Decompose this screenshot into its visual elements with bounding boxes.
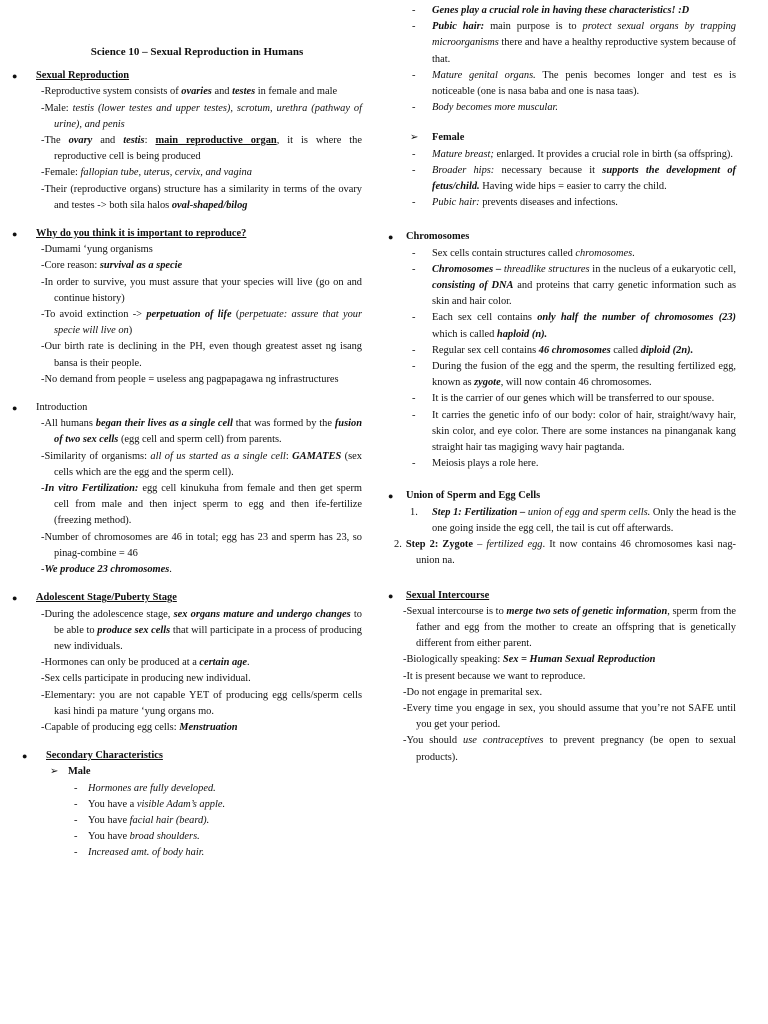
text-run: supports the development of fetus/child. xyxy=(432,164,737,193)
dash-item xyxy=(10,845,362,861)
dash-marker: - xyxy=(412,69,416,81)
text-run: that was formed by the xyxy=(232,418,335,430)
text-run: to be able to xyxy=(54,608,362,636)
section-adolescent xyxy=(10,590,362,736)
note-line xyxy=(10,607,362,656)
text-run: and xyxy=(211,86,233,98)
dash-item xyxy=(386,3,736,19)
dash-marker: - xyxy=(412,102,416,114)
text-run: egg cell kinukuha from female and then get sperm cell from male and then inject sperm to egg and then ife-fertilize (freezing method). xyxy=(54,483,362,527)
text-run: Meiosis plays a role here. xyxy=(432,458,539,470)
text-run: ) xyxy=(128,325,133,337)
text-run: , it is where the reproductive cell is being produced xyxy=(54,135,362,163)
note-line xyxy=(10,339,362,371)
section-female xyxy=(386,130,736,211)
section-heading: Sexual Reproduction xyxy=(36,70,130,82)
text-run: We produce 23 chromosomes xyxy=(44,564,170,576)
text-run: there and have a healthy reproductive system because of that. xyxy=(432,37,736,65)
dash-marker: - xyxy=(74,814,78,826)
text-run: merge two sets of genetic information xyxy=(506,605,668,617)
dash-marker: - xyxy=(74,847,78,859)
text-run: 2. xyxy=(394,539,406,551)
step-1-item xyxy=(386,505,736,537)
dash-item xyxy=(386,195,736,211)
step-2-item xyxy=(386,537,736,569)
text-run: -Number of chromosomes are 46 in total; egg has 23 and sperm has 23, so pinag-combine = 46 xyxy=(41,531,362,559)
text-run: -To avoid extinction -> xyxy=(41,309,147,321)
text-run: You have xyxy=(88,831,130,843)
dash-item xyxy=(386,147,736,163)
text-run: Step 1: Fertilization – xyxy=(432,506,526,518)
dash-item xyxy=(386,246,736,262)
text-run: Broader hips: xyxy=(432,164,495,176)
note-line xyxy=(10,688,362,720)
note-line xyxy=(10,258,362,274)
section-heading: Why do you think it is important to reproduce? xyxy=(36,228,247,240)
section-heading: Adolescent Stage/Puberty Stage xyxy=(36,592,177,604)
dash-marker: - xyxy=(412,393,416,405)
bullet-icon: ● xyxy=(12,229,18,240)
note-line xyxy=(386,701,736,733)
text-run: -Sexual intercourse is to xyxy=(403,605,507,617)
text-run: testis (lower testes and upper testes), scrotum, urethra (pathway of urine), and penis xyxy=(54,102,363,130)
text-run: ovary xyxy=(68,135,93,147)
note-line xyxy=(10,671,362,687)
text-run: -All humans xyxy=(41,418,96,430)
text-run: The penis becomes longer and test es is noticeable (one is nasa baba and one is nasa taas). xyxy=(432,69,736,98)
dash-marker: - xyxy=(74,831,78,843)
dash-marker: - xyxy=(412,197,416,209)
text-run: -Elementary: you are not capable YET of producing egg cells/sperm cells kasi hindi pa mature ‘yung organs mo. xyxy=(41,689,362,717)
text-run: union of egg and sperm cells. xyxy=(527,506,651,518)
male-label: Male xyxy=(68,766,91,778)
text-run: in female and male xyxy=(255,86,338,98)
dash-item xyxy=(386,343,736,359)
note-line xyxy=(10,242,362,258)
text-run: and proteins that carry genetic information such as skin and hair color. xyxy=(432,280,736,308)
text-run: prevents diseases and infections. xyxy=(479,197,618,209)
dash-marker: - xyxy=(412,5,416,16)
arrow-right-icon: ➢ xyxy=(50,766,59,778)
arrow-right-icon: ➢ xyxy=(410,132,419,144)
text-run: certain age xyxy=(199,657,248,669)
bullet-icon: ● xyxy=(12,403,18,414)
note-line xyxy=(10,655,362,671)
note-line xyxy=(386,604,736,653)
text-run: zygote xyxy=(474,377,501,389)
line-list xyxy=(10,607,362,737)
text-run: (sex cells which are the egg and the sperm cell). xyxy=(54,450,362,478)
dash-item xyxy=(386,408,736,457)
text-run: , sperm from the father and egg from the mother to create an offspring that is genetically different from either parent. xyxy=(416,605,736,650)
dash-marker: - xyxy=(412,361,416,373)
step-number: 1. xyxy=(410,506,418,518)
text-run: -Capable of producing egg cells: xyxy=(41,721,180,733)
text-run: -In order to survive, you must assure that your species will live (go on and continue history) xyxy=(41,276,362,304)
dash-item xyxy=(386,163,736,195)
text-run: and xyxy=(92,135,124,147)
text-run: Body becomes more muscular. xyxy=(432,102,559,114)
text-run: to prevent pregnancy (be open to sexual products). xyxy=(416,735,736,763)
bullet-icon: ● xyxy=(22,751,28,762)
dash-marker: - xyxy=(74,798,78,810)
text-run: -Our birth rate is declining in the PH, even though greatest asset ng isang bansa is their people. xyxy=(41,341,362,369)
section-heading: Sexual Intercourse xyxy=(406,589,490,601)
text-run: testis xyxy=(123,135,145,147)
text-run: During the fusion of the egg and the sperm, the resulting fertilized egg, known as xyxy=(432,361,736,389)
text-run: fallopian tube, uterus, cervix, and vagina xyxy=(80,167,252,179)
text-run: -You should xyxy=(403,735,464,747)
text-run: only half the number of chromosomes (23) xyxy=(537,312,737,324)
text-run: Sex cells contain structures called xyxy=(432,247,576,259)
dash-marker: - xyxy=(412,148,416,160)
note-line xyxy=(10,530,362,562)
note-line xyxy=(386,652,736,668)
note-line xyxy=(10,449,362,481)
section-sexual-reproduction xyxy=(10,68,362,214)
text-run: Mature breast; xyxy=(432,148,494,160)
text-run: -Dumami ‘yung organisms xyxy=(41,244,153,256)
note-line xyxy=(10,720,362,736)
note-line xyxy=(10,275,362,307)
note-line xyxy=(10,372,362,388)
text-run: visible Adam’s apple. xyxy=(136,798,226,810)
bullet-icon: ● xyxy=(12,71,18,82)
line-list xyxy=(386,604,736,766)
text-run: -Core reason: xyxy=(41,260,100,272)
text-run: threadlike structures xyxy=(503,263,590,275)
text-run: It carries the genetic info of our body: color of hair, straight/wavy hair, skin color, and eye color. There are some instances na pinanganak kang straight hair tas magiging wavy hair pagtanda. xyxy=(432,409,736,454)
text-run: -Female: xyxy=(41,167,81,179)
text-run: – xyxy=(473,539,487,551)
note-line xyxy=(386,669,736,685)
note-line xyxy=(10,416,362,448)
text-run: Pubic hair: xyxy=(432,21,485,33)
text-run: which is called xyxy=(432,328,497,340)
section-why-reproduce xyxy=(10,226,362,388)
text-run: main purpose is to xyxy=(484,21,583,33)
text-run: fertilized egg xyxy=(486,539,543,551)
dash-marker: - xyxy=(74,782,78,794)
text-run: facial hair (beard). xyxy=(129,814,210,826)
female-label: Female xyxy=(432,132,465,144)
dash-item xyxy=(386,359,736,391)
text-run: ( xyxy=(231,309,240,321)
text-run: Regular sex cell contains xyxy=(432,344,539,356)
text-run: -Every time you engage in sex, you should assume that you’re not SAFE until you get your period. xyxy=(403,702,736,731)
note-line xyxy=(10,562,362,578)
dash-item xyxy=(386,100,736,116)
text-run: 46 chromosomes xyxy=(538,344,611,356)
text-run: -The xyxy=(41,135,69,147)
section-sexual-intercourse xyxy=(386,588,736,766)
text-run: all of us started as a single cell xyxy=(150,450,286,462)
text-run: -No demand from people = useless ang pagpapagawa ng infrastructures xyxy=(41,373,339,385)
text-run: protect sexual organs by trapping microorganisms xyxy=(432,21,736,49)
text-run: enlarged. It provides a crucial role in birth (sa offspring). xyxy=(493,148,733,160)
dash-item xyxy=(386,19,736,68)
dash-marker: - xyxy=(412,21,416,33)
text-run: -Male: xyxy=(41,102,73,114)
text-run: . xyxy=(169,564,172,576)
text-run: broad shoulders. xyxy=(129,831,200,843)
dash-item xyxy=(386,456,736,472)
note-line xyxy=(386,733,736,765)
male-list xyxy=(10,781,362,862)
bullet-icon: ● xyxy=(388,232,394,243)
text-run: It is the carrier of our genes which will be transferred to our spouse. xyxy=(432,393,715,405)
dash-item xyxy=(386,391,736,407)
text-run: - xyxy=(41,564,45,576)
bullet-icon: ● xyxy=(388,491,394,502)
text-run: -Do not engage in premarital sex. xyxy=(403,686,543,698)
text-run: perpetuation of life xyxy=(146,309,232,321)
text-run: -Reproductive system consists of xyxy=(41,86,182,98)
text-run: (egg cell and sperm cell) from parents. xyxy=(118,434,282,446)
text-run: -Sex cells participate in producing new individual. xyxy=(41,673,251,685)
right-column xyxy=(386,5,737,778)
text-run: Menstruation xyxy=(179,721,238,733)
text-run: . xyxy=(247,657,250,669)
step-text xyxy=(432,507,736,534)
note-line xyxy=(10,101,362,133)
text-run: perpetuate: assure that your specie will live on xyxy=(54,309,363,337)
note-line xyxy=(10,182,362,214)
text-run: haploid (n). xyxy=(496,328,548,340)
male-list-continued xyxy=(386,3,736,116)
text-run: called xyxy=(610,344,641,356)
text-run: -Their (reproductive organs) structure has a similarity in terms of the ovary and testes -> both sila halos xyxy=(41,183,362,211)
dash-item xyxy=(386,262,736,311)
text-run: -During the adolescence stage, xyxy=(41,608,174,620)
dash-marker: - xyxy=(412,164,416,176)
dash-marker: - xyxy=(412,409,416,421)
note-line xyxy=(10,84,362,100)
text-run: -It is present because we want to reproduce. xyxy=(403,670,586,682)
male-subheading xyxy=(10,764,362,780)
text-run: sex organs mature and undergo changes xyxy=(173,608,351,620)
section-heading: Secondary Characteristics xyxy=(46,750,163,762)
left-column xyxy=(10,44,362,874)
text-run: Genes play a crucial role in having these characteristics! :D xyxy=(432,5,690,16)
dash-item xyxy=(10,781,362,797)
text-run: Step 2: Zygote xyxy=(405,539,473,551)
note-line xyxy=(10,133,362,165)
note-line xyxy=(386,685,736,701)
text-run: : xyxy=(144,135,156,147)
text-run: main reproductive organ xyxy=(155,135,277,147)
text-run: -Biologically speaking: xyxy=(403,654,503,666)
text-run: necessary because it xyxy=(494,164,603,176)
note-line xyxy=(10,307,362,339)
text-run: Sex = Human Sexual Reproduction xyxy=(502,654,656,666)
page-title: Science 10 – Sexual Reproduction in Humans xyxy=(90,46,304,58)
text-run: Only the head is the one going inside the egg cell, the tail is cut off afterwards. xyxy=(432,506,736,534)
section-heading: Union of Sperm and Egg Cells xyxy=(406,490,541,502)
text-run: use contraceptives xyxy=(463,735,544,747)
note-line xyxy=(10,481,362,530)
section-union xyxy=(386,488,736,569)
text-run: . xyxy=(632,247,635,259)
text-run: chromosomes xyxy=(575,247,633,259)
text-run: Each sex cell contains xyxy=(432,312,538,324)
dash-item xyxy=(10,797,362,813)
dash-marker: - xyxy=(412,312,416,324)
text-run: Having wide hips = easier to carry the child. xyxy=(479,181,667,193)
text-run: diploid (2n). xyxy=(640,344,694,356)
dash-marker: - xyxy=(412,344,416,356)
line-list xyxy=(10,242,362,388)
note-line xyxy=(10,165,362,181)
female-list xyxy=(386,147,736,212)
text-run: testes xyxy=(232,86,256,98)
text-run: -Hormones can only be produced at a xyxy=(41,657,200,669)
text-run: oval-shaped/bilog xyxy=(171,199,248,211)
text-run: fusion of two sex cells xyxy=(54,418,362,446)
text-run: In vitro Fertilization: xyxy=(44,483,139,495)
section-chromosomes xyxy=(386,229,736,472)
text-run: You have xyxy=(88,814,130,826)
section-heading: Introduction xyxy=(36,402,88,414)
text-run: ovaries xyxy=(181,86,212,98)
text-run: Increased amt. of body hair. xyxy=(88,847,205,859)
text-run: : xyxy=(285,450,293,462)
section-secondary-characteristics xyxy=(10,748,362,861)
dash-marker: - xyxy=(412,263,416,275)
text-run: , will now contain 46 chromosomes. xyxy=(500,377,652,389)
text-run: -Similarity of organisms: xyxy=(41,450,151,462)
text-run: You have a xyxy=(88,798,137,810)
text-run: GAMATES xyxy=(292,450,342,462)
text-run: in the nucleus of a eukaryotic cell, xyxy=(589,263,736,275)
dash-item xyxy=(386,310,736,342)
dash-item xyxy=(10,813,362,829)
dash-marker: - xyxy=(412,458,416,470)
bullet-icon: ● xyxy=(388,590,394,601)
text-run: . It now contains 46 chromosomes kasi nag-union na. xyxy=(416,539,737,567)
text-run: began their lives as a single cell xyxy=(95,418,233,430)
text-run: that will participate in a process of producing new individuals. xyxy=(54,624,362,652)
text-run: Chromosomes – xyxy=(432,263,502,275)
line-list xyxy=(10,416,362,578)
dash-item xyxy=(386,68,736,100)
chromosome-list xyxy=(386,246,736,473)
dash-item xyxy=(10,829,362,845)
text-run: Pubic hair: xyxy=(432,197,480,209)
text-run: - xyxy=(41,483,45,495)
text-run: Mature genital organs. xyxy=(432,69,536,81)
section-introduction xyxy=(10,400,362,578)
text-run: Hormones are fully developed. xyxy=(88,782,216,794)
text-run: consisting of DNA xyxy=(432,280,514,292)
bullet-icon: ● xyxy=(12,593,18,604)
line-list xyxy=(10,84,362,214)
text-run: produce sex cells xyxy=(97,624,171,636)
section-heading: Chromosomes xyxy=(406,231,470,243)
text-run: survival as a specie xyxy=(99,260,183,272)
dash-marker: - xyxy=(412,247,416,259)
